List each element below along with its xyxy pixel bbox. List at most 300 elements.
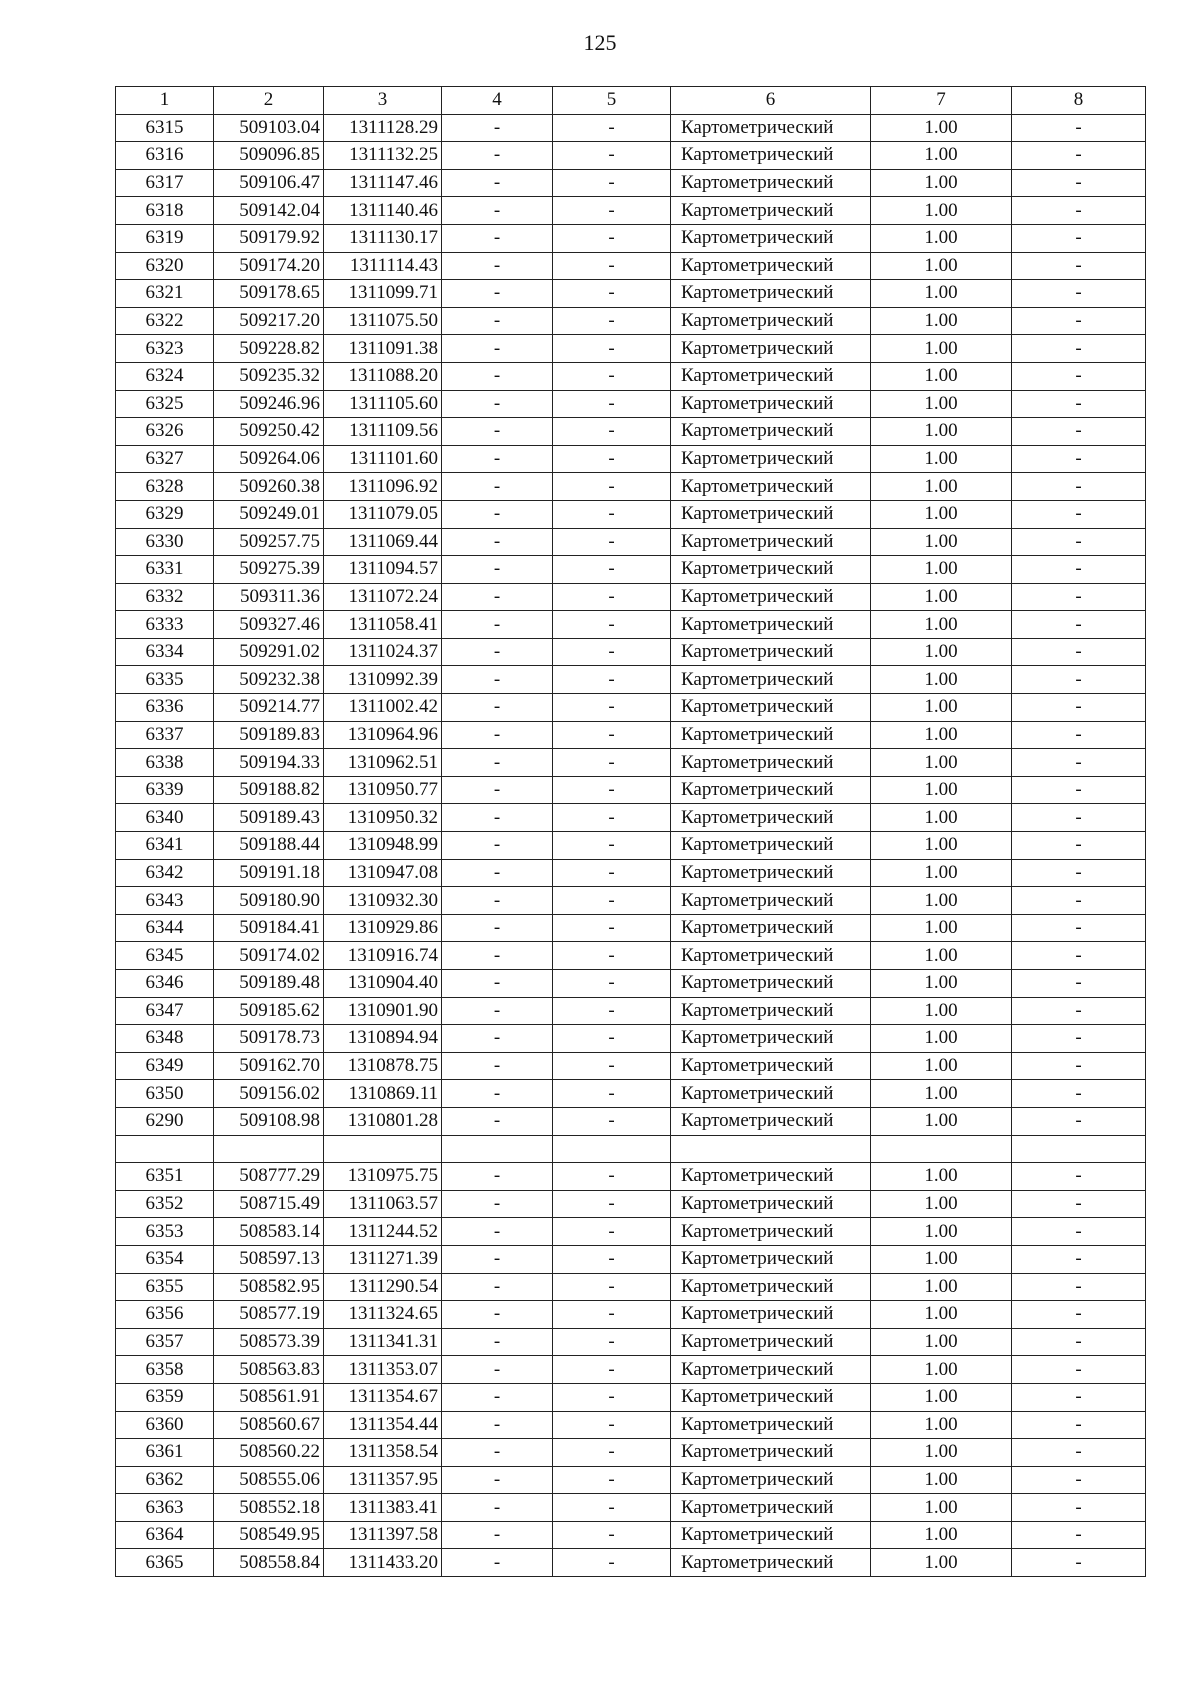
point-number-cell: 6353 [116, 1218, 214, 1246]
col4-cell: - [442, 252, 553, 280]
x-coordinate-cell: 509246.96 [214, 390, 324, 418]
col8-cell [1012, 1135, 1146, 1163]
col5-cell: - [553, 1080, 671, 1108]
y-coordinate-cell: 1311096.92 [324, 473, 442, 501]
method-cell: Картометрический [671, 197, 871, 225]
col4-cell: - [442, 1356, 553, 1384]
accuracy-cell: 1.00 [871, 1466, 1012, 1494]
x-coordinate-cell: 509188.44 [214, 832, 324, 860]
x-coordinate-cell: 509194.33 [214, 749, 324, 777]
method-cell: Картометрический [671, 1439, 871, 1467]
table-row [116, 1218, 1146, 1246]
col4-cell: - [442, 1052, 553, 1080]
y-coordinate-cell: 1310929.86 [324, 914, 442, 942]
y-coordinate-cell: 1311130.17 [324, 224, 442, 252]
accuracy-cell: 1.00 [871, 666, 1012, 694]
y-coordinate-cell: 1311290.54 [324, 1273, 442, 1301]
col5-cell: - [553, 418, 671, 446]
col5-cell: - [553, 445, 671, 473]
col8-cell: - [1012, 804, 1146, 832]
accuracy-cell: 1.00 [871, 1190, 1012, 1218]
method-cell: Картометрический [671, 638, 871, 666]
col5-cell: - [553, 528, 671, 556]
accuracy-cell: 1.00 [871, 638, 1012, 666]
col5-cell: - [553, 114, 671, 142]
y-coordinate-cell: 1310975.75 [324, 1163, 442, 1191]
accuracy-cell: 1.00 [871, 832, 1012, 860]
point-number-cell: 6317 [116, 169, 214, 197]
accuracy-cell: 1.00 [871, 473, 1012, 501]
x-coordinate-cell: 509096.85 [214, 142, 324, 170]
x-coordinate-cell: 509178.73 [214, 1025, 324, 1053]
table-row [116, 859, 1146, 887]
y-coordinate-cell: 1311101.60 [324, 445, 442, 473]
col4-cell: - [442, 914, 553, 942]
method-cell: Картометрический [671, 1080, 871, 1108]
accuracy-cell: 1.00 [871, 804, 1012, 832]
y-coordinate-cell: 1310901.90 [324, 997, 442, 1025]
col8-cell: - [1012, 500, 1146, 528]
col8-cell: - [1012, 556, 1146, 584]
col4-cell: - [442, 445, 553, 473]
accuracy-cell: 1.00 [871, 914, 1012, 942]
col8-cell: - [1012, 583, 1146, 611]
x-coordinate-cell: 509232.38 [214, 666, 324, 694]
col5-cell: - [553, 749, 671, 777]
accuracy-cell: 1.00 [871, 528, 1012, 556]
col5-cell: - [553, 335, 671, 363]
col8-cell: - [1012, 169, 1146, 197]
table-row [116, 307, 1146, 335]
accuracy-cell: 1.00 [871, 942, 1012, 970]
method-cell: Картометрический [671, 500, 871, 528]
x-coordinate-cell: 508573.39 [214, 1328, 324, 1356]
x-coordinate-cell: 509264.06 [214, 445, 324, 473]
col5-cell: - [553, 1190, 671, 1218]
method-cell: Картометрический [671, 1411, 871, 1439]
col8-cell: - [1012, 1025, 1146, 1053]
accuracy-cell: 1.00 [871, 694, 1012, 722]
col8-cell: - [1012, 1163, 1146, 1191]
accuracy-cell: 1.00 [871, 1245, 1012, 1273]
point-number-cell: 6358 [116, 1356, 214, 1384]
col5-cell: - [553, 1052, 671, 1080]
col4-cell: - [442, 169, 553, 197]
col5-cell: - [553, 1439, 671, 1467]
table-row [116, 1328, 1146, 1356]
accuracy-cell: 1.00 [871, 169, 1012, 197]
col5-cell: - [553, 1245, 671, 1273]
table-row [116, 418, 1146, 446]
table-row [116, 1025, 1146, 1053]
col5-cell: - [553, 694, 671, 722]
point-number-cell: 6330 [116, 528, 214, 556]
accuracy-cell: 1.00 [871, 1494, 1012, 1522]
method-cell: Картометрический [671, 1107, 871, 1135]
col8-cell: - [1012, 1245, 1146, 1273]
table-row [116, 1052, 1146, 1080]
y-coordinate-cell: 1311271.39 [324, 1245, 442, 1273]
y-coordinate-cell: 1310964.96 [324, 721, 442, 749]
accuracy-cell: 1.00 [871, 418, 1012, 446]
point-number-cell: 6334 [116, 638, 214, 666]
x-coordinate-cell: 509180.90 [214, 887, 324, 915]
col8-cell: - [1012, 694, 1146, 722]
x-coordinate-cell: 509311.36 [214, 583, 324, 611]
header-cell: 1 [116, 87, 214, 115]
table-row [116, 1521, 1146, 1549]
point-number-cell: 6344 [116, 914, 214, 942]
point-number-cell: 6350 [116, 1080, 214, 1108]
col8-cell: - [1012, 887, 1146, 915]
x-coordinate-cell: 508552.18 [214, 1494, 324, 1522]
point-number-cell: 6347 [116, 997, 214, 1025]
y-coordinate-cell: 1311088.20 [324, 362, 442, 390]
point-number-cell: 6333 [116, 611, 214, 639]
col8-cell: - [1012, 970, 1146, 998]
point-number-cell: 6316 [116, 142, 214, 170]
table-row [116, 832, 1146, 860]
method-cell: Картометрический [671, 418, 871, 446]
col4-cell: - [442, 1245, 553, 1273]
point-number-cell: 6290 [116, 1107, 214, 1135]
y-coordinate-cell: 1310894.94 [324, 1025, 442, 1053]
col8-cell: - [1012, 224, 1146, 252]
col4-cell: - [442, 832, 553, 860]
table-row [116, 142, 1146, 170]
col5-cell: - [553, 859, 671, 887]
col5-cell: - [553, 611, 671, 639]
x-coordinate-cell: 509214.77 [214, 694, 324, 722]
y-coordinate-cell: 1310916.74 [324, 942, 442, 970]
y-coordinate-cell: 1310962.51 [324, 749, 442, 777]
col8-cell: - [1012, 1301, 1146, 1329]
x-coordinate-cell: 509178.65 [214, 280, 324, 308]
y-coordinate-cell: 1311094.57 [324, 556, 442, 584]
col8-cell: - [1012, 280, 1146, 308]
col8-cell: - [1012, 1080, 1146, 1108]
y-coordinate-cell: 1311099.71 [324, 280, 442, 308]
method-cell: Картометрический [671, 1549, 871, 1577]
x-coordinate-cell: 508555.06 [214, 1466, 324, 1494]
col4-cell: - [442, 721, 553, 749]
col4-cell: - [442, 1439, 553, 1467]
header-cell: 6 [671, 87, 871, 115]
method-cell: Картометрический [671, 1356, 871, 1384]
col5-cell: - [553, 556, 671, 584]
method-cell: Картометрический [671, 556, 871, 584]
y-coordinate-cell: 1311147.46 [324, 169, 442, 197]
col5-cell: - [553, 224, 671, 252]
col8-cell: - [1012, 1439, 1146, 1467]
col5-cell: - [553, 500, 671, 528]
x-coordinate-cell: 508777.29 [214, 1163, 324, 1191]
x-coordinate-cell: 509189.48 [214, 970, 324, 998]
point-number-cell: 6342 [116, 859, 214, 887]
point-number-cell: 6362 [116, 1466, 214, 1494]
col8-cell: - [1012, 390, 1146, 418]
table-row [116, 390, 1146, 418]
accuracy-cell: 1.00 [871, 252, 1012, 280]
col4-cell: - [442, 335, 553, 363]
table-row [116, 1466, 1146, 1494]
method-cell: Картометрический [671, 1328, 871, 1356]
y-coordinate-cell: 1311109.56 [324, 418, 442, 446]
col8-cell: - [1012, 666, 1146, 694]
method-cell: Картометрический [671, 1383, 871, 1411]
col8-cell: - [1012, 749, 1146, 777]
x-coordinate-cell: 508582.95 [214, 1273, 324, 1301]
col5-cell: - [553, 1273, 671, 1301]
col4-cell: - [442, 1163, 553, 1191]
method-cell: Картометрический [671, 1190, 871, 1218]
x-coordinate-cell: 509249.01 [214, 500, 324, 528]
method-cell: Картометрический [671, 1301, 871, 1329]
point-number-cell: 6332 [116, 583, 214, 611]
col5-cell: - [553, 1163, 671, 1191]
accuracy-cell: 1.00 [871, 1328, 1012, 1356]
col4-cell: - [442, 887, 553, 915]
col4-cell: - [442, 1494, 553, 1522]
point-number-cell: 6339 [116, 776, 214, 804]
col5-cell: - [553, 142, 671, 170]
y-coordinate-cell: 1311128.29 [324, 114, 442, 142]
col4-cell: - [442, 1411, 553, 1439]
method-cell: Картометрический [671, 804, 871, 832]
table-row [116, 1411, 1146, 1439]
table-row [116, 1494, 1146, 1522]
method-cell: Картометрический [671, 611, 871, 639]
x-coordinate-cell: 508563.83 [214, 1356, 324, 1384]
col4-cell: - [442, 114, 553, 142]
col8-cell: - [1012, 114, 1146, 142]
accuracy-cell: 1.00 [871, 445, 1012, 473]
point-number-cell: 6340 [116, 804, 214, 832]
col5-cell: - [553, 721, 671, 749]
col4-cell: - [442, 1080, 553, 1108]
col4-cell: - [442, 390, 553, 418]
y-coordinate-cell: 1311069.44 [324, 528, 442, 556]
point-number-cell: 6318 [116, 197, 214, 225]
y-coordinate-cell: 1310950.77 [324, 776, 442, 804]
accuracy-cell: 1.00 [871, 142, 1012, 170]
accuracy-cell: 1.00 [871, 1521, 1012, 1549]
y-coordinate-cell: 1311063.57 [324, 1190, 442, 1218]
y-coordinate-cell: 1310904.40 [324, 970, 442, 998]
col5-cell: - [553, 914, 671, 942]
table-row [116, 197, 1146, 225]
x-coordinate-cell: 509103.04 [214, 114, 324, 142]
col5-cell: - [553, 169, 671, 197]
col5-cell: - [553, 832, 671, 860]
x-coordinate-cell: 508597.13 [214, 1245, 324, 1273]
col4-cell: - [442, 1549, 553, 1577]
accuracy-cell: 1.00 [871, 1107, 1012, 1135]
col5-cell: - [553, 638, 671, 666]
x-coordinate-cell: 508561.91 [214, 1383, 324, 1411]
method-cell: Картометрический [671, 280, 871, 308]
point-number-cell: 6336 [116, 694, 214, 722]
header-cell: 4 [442, 87, 553, 115]
point-number-cell: 6357 [116, 1328, 214, 1356]
col5-cell: - [553, 1356, 671, 1384]
y-coordinate-cell: 1311341.31 [324, 1328, 442, 1356]
y-coordinate-cell: 1310992.39 [324, 666, 442, 694]
method-cell: Картометрический [671, 1218, 871, 1246]
coordinates-table [115, 86, 1146, 1577]
table-header-row [116, 87, 1146, 115]
table-row [116, 970, 1146, 998]
y-coordinate-cell: 1311024.37 [324, 638, 442, 666]
col8-cell: - [1012, 335, 1146, 363]
method-cell: Картометрический [671, 169, 871, 197]
col8-cell: - [1012, 445, 1146, 473]
x-coordinate-cell [214, 1135, 324, 1163]
x-coordinate-cell: 509142.04 [214, 197, 324, 225]
col8-cell: - [1012, 1190, 1146, 1218]
y-coordinate-cell: 1311354.44 [324, 1411, 442, 1439]
method-cell: Картометрический [671, 666, 871, 694]
col8-cell: - [1012, 418, 1146, 446]
col8-cell: - [1012, 997, 1146, 1025]
method-cell: Картометрический [671, 914, 871, 942]
x-coordinate-cell: 509235.32 [214, 362, 324, 390]
accuracy-cell: 1.00 [871, 749, 1012, 777]
col4-cell: - [442, 694, 553, 722]
table-row [116, 280, 1146, 308]
method-cell: Картометрический [671, 887, 871, 915]
point-number-cell: 6348 [116, 1025, 214, 1053]
col5-cell: - [553, 804, 671, 832]
table-row [116, 1163, 1146, 1191]
header-cell: 5 [553, 87, 671, 115]
point-number-cell: 6324 [116, 362, 214, 390]
col8-cell: - [1012, 1466, 1146, 1494]
method-cell: Картометрический [671, 390, 871, 418]
point-number-cell: 6315 [116, 114, 214, 142]
col8-cell: - [1012, 197, 1146, 225]
accuracy-cell: 1.00 [871, 197, 1012, 225]
point-number-cell: 6345 [116, 942, 214, 970]
table-row [116, 721, 1146, 749]
col4-cell: - [442, 1383, 553, 1411]
accuracy-cell: 1.00 [871, 611, 1012, 639]
point-number-cell: 6365 [116, 1549, 214, 1577]
x-coordinate-cell: 509108.98 [214, 1107, 324, 1135]
col5-cell: - [553, 1107, 671, 1135]
method-cell: Картометрический [671, 307, 871, 335]
y-coordinate-cell: 1311075.50 [324, 307, 442, 335]
y-coordinate-cell: 1311079.05 [324, 500, 442, 528]
point-number-cell: 6346 [116, 970, 214, 998]
y-coordinate-cell: 1311357.95 [324, 1466, 442, 1494]
col8-cell: - [1012, 1328, 1146, 1356]
table-row [116, 1549, 1146, 1577]
col5-cell: - [553, 1218, 671, 1246]
x-coordinate-cell: 509191.18 [214, 859, 324, 887]
method-cell: Картометрический [671, 528, 871, 556]
y-coordinate-cell: 1311353.07 [324, 1356, 442, 1384]
method-cell: Картометрический [671, 694, 871, 722]
x-coordinate-cell: 509257.75 [214, 528, 324, 556]
accuracy-cell: 1.00 [871, 1163, 1012, 1191]
table-row [116, 445, 1146, 473]
x-coordinate-cell: 509291.02 [214, 638, 324, 666]
point-number-cell: 6343 [116, 887, 214, 915]
col8-cell: - [1012, 1549, 1146, 1577]
col5-cell: - [553, 887, 671, 915]
x-coordinate-cell: 508549.95 [214, 1521, 324, 1549]
x-coordinate-cell: 509250.42 [214, 418, 324, 446]
accuracy-cell: 1.00 [871, 1218, 1012, 1246]
accuracy-cell [871, 1135, 1012, 1163]
accuracy-cell: 1.00 [871, 1273, 1012, 1301]
accuracy-cell: 1.00 [871, 307, 1012, 335]
y-coordinate-cell: 1311072.24 [324, 583, 442, 611]
method-cell: Картометрический [671, 721, 871, 749]
point-number-cell: 6335 [116, 666, 214, 694]
table-row [116, 1190, 1146, 1218]
point-number-cell: 6321 [116, 280, 214, 308]
point-number-cell: 6361 [116, 1439, 214, 1467]
y-coordinate-cell: 1311324.65 [324, 1301, 442, 1329]
method-cell: Картометрический [671, 1273, 871, 1301]
col4-cell: - [442, 666, 553, 694]
x-coordinate-cell: 509260.38 [214, 473, 324, 501]
table-row [116, 804, 1146, 832]
col4-cell: - [442, 142, 553, 170]
y-coordinate-cell: 1311433.20 [324, 1549, 442, 1577]
col8-cell: - [1012, 776, 1146, 804]
col4-cell: - [442, 307, 553, 335]
col8-cell: - [1012, 1521, 1146, 1549]
y-coordinate-cell: 1310950.32 [324, 804, 442, 832]
method-cell: Картометрический [671, 942, 871, 970]
accuracy-cell: 1.00 [871, 114, 1012, 142]
point-number-cell: 6356 [116, 1301, 214, 1329]
x-coordinate-cell: 509327.46 [214, 611, 324, 639]
col5-cell: - [553, 307, 671, 335]
accuracy-cell: 1.00 [871, 970, 1012, 998]
x-coordinate-cell: 509189.83 [214, 721, 324, 749]
method-cell: Картометрический [671, 583, 871, 611]
point-number-cell: 6329 [116, 500, 214, 528]
table-row [116, 500, 1146, 528]
y-coordinate-cell: 1310878.75 [324, 1052, 442, 1080]
table-row [116, 776, 1146, 804]
x-coordinate-cell: 508560.67 [214, 1411, 324, 1439]
accuracy-cell: 1.00 [871, 1025, 1012, 1053]
col4-cell [442, 1135, 553, 1163]
method-cell: Картометрический [671, 224, 871, 252]
point-number-cell: 6351 [116, 1163, 214, 1191]
col8-cell: - [1012, 1494, 1146, 1522]
col5-cell [553, 1135, 671, 1163]
col4-cell: - [442, 1328, 553, 1356]
point-number-cell: 6338 [116, 749, 214, 777]
method-cell: Картометрический [671, 970, 871, 998]
point-number-cell: 6322 [116, 307, 214, 335]
x-coordinate-cell: 509156.02 [214, 1080, 324, 1108]
method-cell: Картометрический [671, 335, 871, 363]
col5-cell: - [553, 1521, 671, 1549]
point-number-cell: 6320 [116, 252, 214, 280]
table-row [116, 1135, 1146, 1163]
table-row [116, 556, 1146, 584]
col5-cell: - [553, 1549, 671, 1577]
col5-cell: - [553, 1383, 671, 1411]
table-row [116, 942, 1146, 970]
